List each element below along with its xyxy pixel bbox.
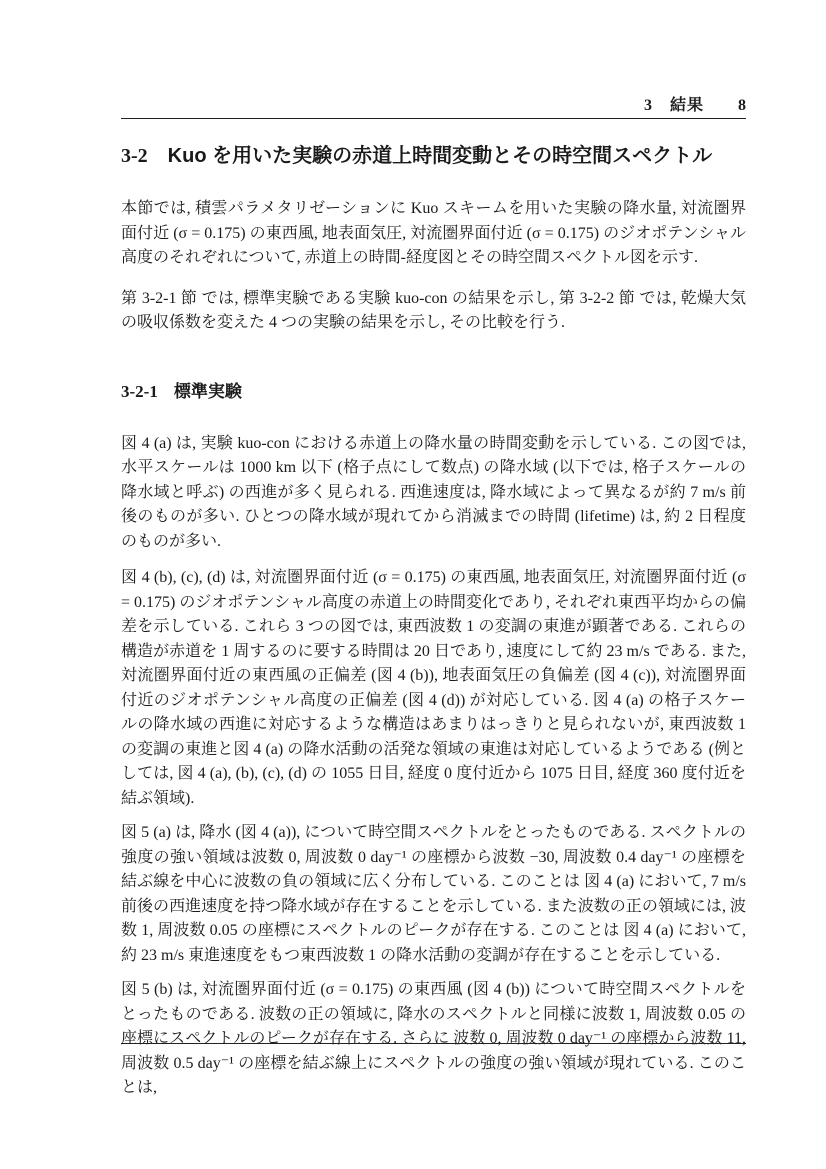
subsection-number: 3-2-1 [121,381,158,401]
header-rule [121,118,746,119]
page-number: 8 [738,97,746,114]
text-column [121,0,746,1101]
intro-paragraph-1: 本節では, 積雲パラメタリゼーションに Kuo スキームを用いた実験の降水量, 対流圏界面付近 (σ = 0.175) の東西風, 地表面気圧, 対流圏界面付近 (σ = 0.175) のジオポテンシャル高度のそれぞれについて, 赤道上の時間-経度図とその時空間スペクトル図を示す. [121,200,746,266]
running-head-section: 3 結果 [643,97,704,114]
intro-paragraph-2: 第 3-2-1 節 では, 標準実験である実験 kuo-con の結果を示し, 第 3-2-2 節 では, 乾燥大気の吸収係数を変えた 4 つの実験の結果を示し, その比較を行う. [121,289,746,331]
subsection-heading [121,381,746,403]
body-paragraph-2: 図 4 (b), (c), (d) は, 対流圏界面付近 (σ = 0.175) の東西風, 地表面気圧, 対流圏界面付近 (σ = 0.175) のジオポテンシャル高度の赤道上の時間変化であり, それぞれ東西平均からの偏差を示している. これら 3 つの図では, 東西波数 1 の変調の東進が顕著である. これらの構造が赤道を 1 周するのに要する時間は 20 日であり, 速度にして約 23 m/s である. また, 対流圏界面付近の東西風の正偏差 (図 4 (b)), 地表面気圧の負偏差 (図 4 (c)), 対流圏界面付近のジオポテンシャル高度の正偏差 (図 4 (d)) が対応している. 図 4 (a) の格子スケールの降水域の西進に対応するような構造はあまりはっきりと見られないが, 東西波数 1 の変調の東進と図 4 (a) の降水活動の活発な領域の東進は対応しているようである (例としては, 図 4 (a), (b), (c), (d) の 1055 日目, 経度 0 度付近から 1075 日目, 経度 360 度付近を結ぶ領域). [121,569,746,807]
section-number: 3-2 [121,145,148,167]
body-paragraph-1: 図 4 (a) は, 実験 kuo-con における赤道上の降水量の時間変動を示している. この図では, 水平スケールは 1000 km 以下 (格子点にして数点) の降水域 (以下では, 格子スケールの降水域と呼ぶ) の西進が多く見られる. 西進速度は, 降水域によって異なるが約 7 m/s 前後のものが多い. ひとつの降水域が現れてから消滅までの時間 (lifetime) は, 約 2 日程度のものが多い. [121,434,746,550]
section-title: Kuo を用いた実験の赤道上時間変動とその時空間スペクトル [167,145,713,167]
body-paragraph-4: 図 5 (b) は, 対流圏界面付近 (σ = 0.175) の東西風 (図 4 (b)) について時空間スペクトルをとったものである. 波数の正の領域に, 降水のスペクトルと同様に波数 1, 周波数 0.05 の座標にスペクトルのピークが存在する. さらに 波数 0, 周波数 0 day⁻¹ の座標から波数 11, 周波数 0.5 day⁻¹ の座標を結ぶ線上にスペクトルの強度の強い領域が現れている. このことは, [121,981,746,1096]
subsection-title: 標準実験 [173,381,242,401]
section-heading [121,143,746,169]
body-paragraph-3: 図 5 (a) は, 降水 (図 4 (a)), について時空間スペクトルをとったものである. スペクトルの強度の強い領域は波数 0, 周波数 0 day⁻¹ の座標から波数 −30, 周波数 0.4 day⁻¹ の座標を結ぶ線を中心に波数の負の領域に広く分布している. このことは 図 4 (a) において, 7 m/s 前後の西進速度を持つ降水域が存在することを示している. また波数の正の領域には, 波数 1, 周波数 0.05 の座標にスペクトルのピークが存在する. このことは 図 4 (a) において, 約 23 m/s 東進速度をもつ東西波数 1 の降水活動の変調が存在することを示している. [121,824,746,964]
page-header [121,96,746,115]
footer-rule [121,1043,746,1044]
